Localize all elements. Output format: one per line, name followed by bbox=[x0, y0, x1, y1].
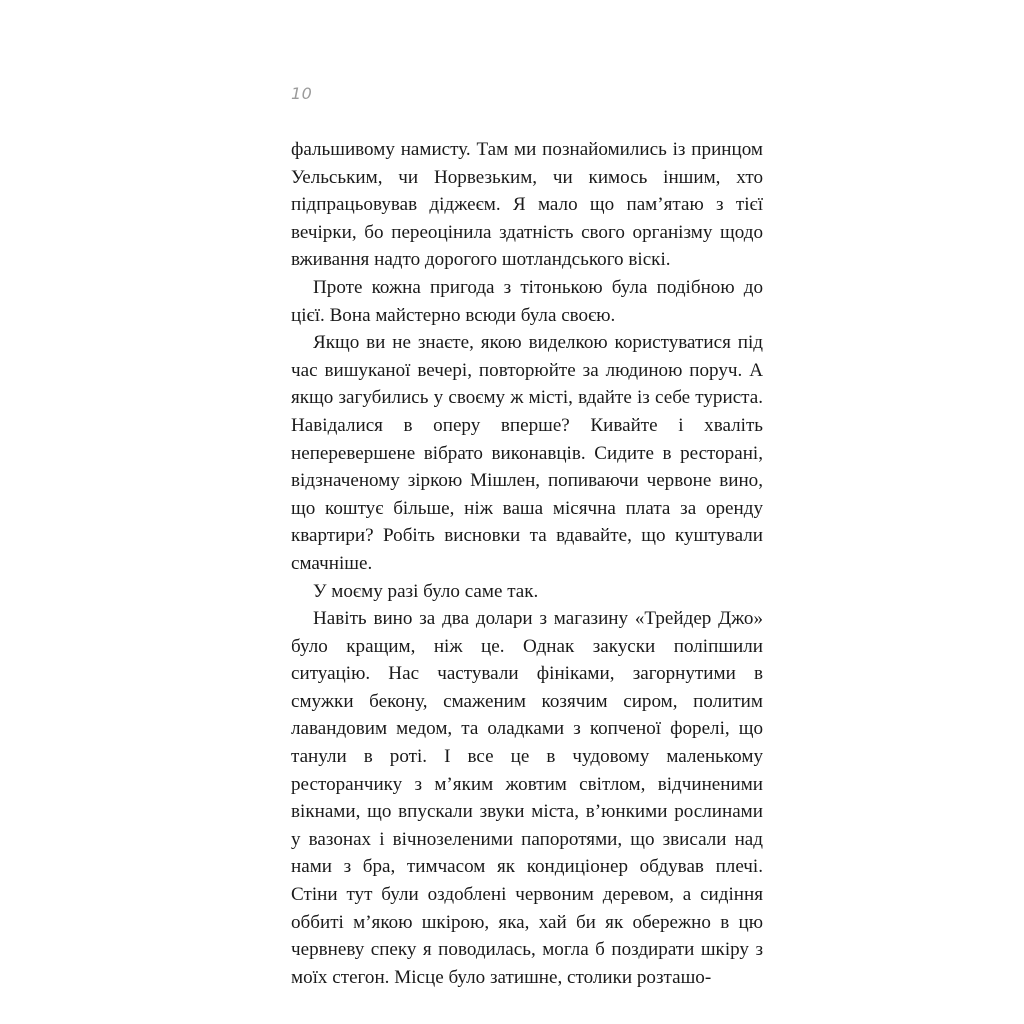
paragraph: Навіть вино за два долари з магазину «Трейдер Джо» було кращим, ніж це. Однак закуски поліпшили ситуацію. Нас частували фініками, загорнутими в смужки бекону, смаженим козячим сиром, политим лавандовим медом, та оладками з копченої форелі, що танули в роті. І все це в чудовому маленькому ресторанчику з м’яким жовтим світлом, відчиненими вікнами, що впускали звуки міста, в’юнкими рослинами у вазонах і вічнозеленими папоротями, що звисали над нами з бра, тимчасом як кондиціонер обдував плечі. Стіни тут були оздоблені червоним деревом, а сидіння оббиті м’якою шкірою, яка, хай би як обережно в цю червневу спеку я поводилась, могла б поздирати шкіру з моїх стегон. Місце було затишне, столики розташо- bbox=[291, 608, 763, 988]
body-text-block bbox=[291, 136, 763, 991]
page-number: 10 bbox=[291, 84, 313, 103]
paragraph: Проте кожна пригода з тітонькою була подібною до цієї. Вона майстерно всюди була своєю. bbox=[291, 276, 763, 326]
paragraph: фальшивому намисту. Там ми познайомились із принцом Уельським, чи Норвезьким, чи кимось іншим, хто підпрацьовував діджеєм. Я мало що пам’ятаю з тієї вечірки, бо переоцінила здатність свого організму щодо вживання надто дорогого шотландського віскі. bbox=[291, 139, 763, 271]
paragraph: У моєму разі було саме так. bbox=[313, 580, 539, 602]
paragraph: Якщо ви не знаєте, якою виделкою користуватися під час вишуканої вечері, повторюйте за людиною поруч. А якщо загубились у своєму ж місті, вдайте із себе туриста. Навідалися в оперу вперше? Кивайте і хваліть неперевершене вібрато виконавців. Сидите в ресторані, відзначеному зіркою Мішлен, попиваючи червоне вино, що коштує більше, ніж ваша місячна плата за оренду квартири? Робіть висновки та вдавайте, що куштували смачніше. bbox=[291, 332, 763, 574]
